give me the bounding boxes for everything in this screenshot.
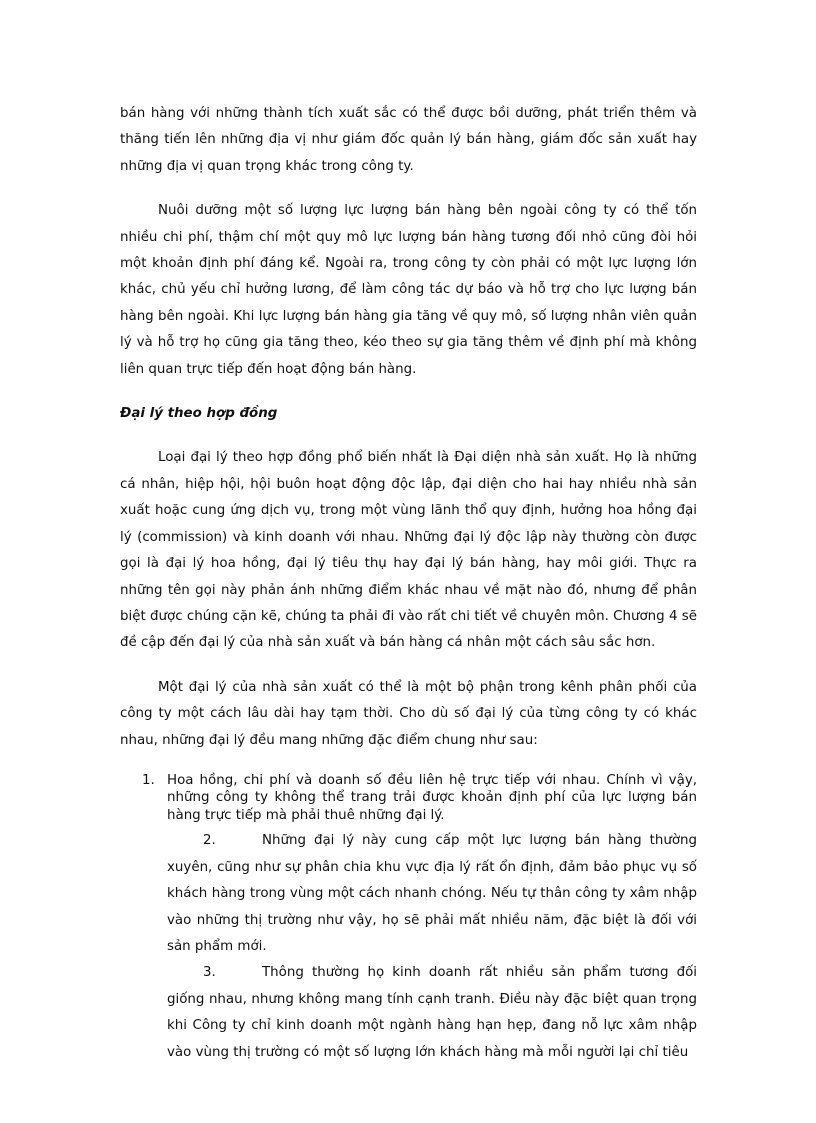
paragraph-continuation: bán hàng với những thành tích xuất sắc có thể được bồi dưỡng, phát triển thêm và thăng tiến lên những địa vị như giám đốc quản lý bán hàng, giám đốc sản xuất hay những địa vị quan trọng khác trong công ty.	[120, 106, 697, 174]
list-item	[120, 828, 697, 960]
characteristics-list	[120, 772, 697, 1066]
list-item-text: Thông thường họ kinh doanh rất nhiều sản phẩm tương đối giống nhau, nhưng không mang tính cạnh tranh. Điều này đặc biệt quan trọng khi Công ty chỉ kinh doanh một ngành hàng hạn hẹp, đang nỗ lực xâm nhập vào vùng thị trường có một số lượng lớn khách hàng mà mỗi người lại chỉ tiêu	[167, 965, 697, 1060]
list-item-number: 2.	[203, 833, 216, 849]
list-item-number: 3.	[203, 965, 216, 981]
list-item-text: Hoa hồng, chi phí và doanh số đều liên hệ trực tiếp với nhau. Chính vì vậy, những công ty không thể trang trải được khoản định phí của lực lượng bán hàng trực tiếp mà phải thuê những đại lý.	[167, 772, 697, 823]
list-item	[120, 772, 697, 825]
paragraph-agent-characteristics: Một đại lý của nhà sản xuất có thể là một bộ phận trong kênh phân phối của công ty một cách lâu dài hay tạm thời. Cho dù số đại lý của từng công ty có khác nhau, những đại lý đều mang những đặc điểm chung như sau:	[120, 679, 697, 748]
paragraph-sales-force-cost: Nuôi dưỡng một số lượng lực lượng bán hàng bên ngoài công ty có thể tốn nhiều chi phí, thậm chí một quy mô lực lượng bán hàng tương đối nhỏ cũng đòi hỏi một khoản định phí đáng kể. Ngoài ra, trong công ty còn phải có một lực lượng lớn khác, chủ yếu chỉ hưởng lương, để làm công tác dự báo và hỗ trợ cho lực lượng bán hàng bên ngoài. Khi lực lượng bán hàng gia tăng về quy mô, số lượng nhân viên quản lý và hỗ trợ họ cũng gia tăng theo, kéo theo sự gia tăng thêm về định phí mà không liên quan trực tiếp đến hoạt động bán hàng.	[120, 203, 697, 377]
paragraph-contract-agents: Loại đại lý theo hợp đồng phổ biến nhất là Đại diện nhà sản xuất. Họ là những cá nhân, hiệp hội, hội buôn hoạt động độc lập, đại diện cho hai hay nhiều nhà sản xuất hoặc cung ứng dịch vụ, trong một vùng lãnh thổ quy định, hưởng hoa hồng đại lý (commission) và kinh doanh với nhau. Những đại lý độc lập này thường còn được gọi là đại lý hoa hồng, đại lý tiêu thụ hay đại lý bán hàng, hay môi giới. Thực ra những tên gọi này phản ánh những điểm khác nhau về mặt nào đó, nhưng để phân biệt được chúng cặn kẽ, chúng ta phải đi vào rất chi tiết về chuyên môn. Chương 4 sẽ đề cập đến đại lý của nhà sản xuất và bán hàng cá nhân một cách sâu sắc hơn.	[120, 450, 697, 651]
list-item-text: Những đại lý này cung cấp một lực lượng bán hàng thường xuyên, cũng như sự phân chia khu vực địa lý rất ổn định, đảm bảo phục vụ số khách hàng trong vùng một cách nhanh chóng. Nếu tự thân công ty xâm nhập vào những thị trường như vậy, họ sẽ phải mất nhiều năm, đặc biệt là đối với sản phẩm mới.	[167, 833, 697, 955]
section-heading: Đại lý theo hợp đồng	[120, 406, 278, 422]
document-page	[120, 101, 697, 1066]
list-item-number: 1.	[142, 772, 155, 788]
list-item	[120, 960, 697, 1066]
